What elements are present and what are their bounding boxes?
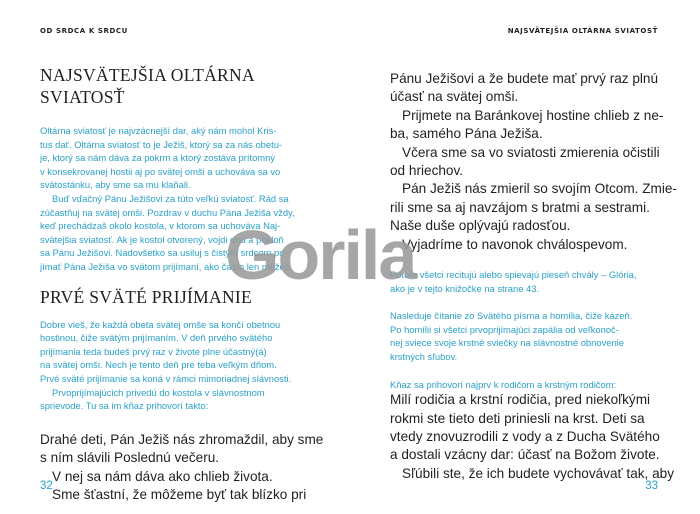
text-line: Dobre vieš, že každá obeta svätej omše sa končí obetnou (40, 318, 281, 330)
text-line: Kňaz sa prihovorí najprv k rodičom a krstným rodičom: (390, 378, 617, 390)
text-line: Vyjadríme to navonok chválospevom. (402, 236, 628, 252)
text-line: rokmi ste tieto deti priniesli na krst. Deti sa (390, 410, 645, 426)
prayer-text-right-2 (390, 391, 675, 483)
text-line: keď prechádzaš okolo kostola, v ktorom sa uchováva Naj- (40, 220, 281, 232)
text-line: sprievode. Tu sa im kňaz prihovorí takto: (40, 400, 209, 412)
text-line: na svätej omši. Nech je tento deň pre teba veľkým dňom. (40, 359, 277, 371)
text-line: Sme šťastní, že môžeme byť tak blízko pri (52, 486, 307, 502)
running-head-right: NAJSVÄTEJŠIA OLTÁRNA SVIATOSŤ (507, 27, 658, 35)
text-line: Pánu Ježišovi a že budete mať prvý raz plnú (390, 71, 659, 86)
text-line: Pán Ježiš nás zmieril so svojím Otcom. Zmie- (402, 181, 677, 197)
heading-najsvatejsia: NAJSVÄTEJŠIA OLTÁRNA SVIATOSŤ (40, 65, 254, 107)
text-line: Potom všetci recitujú alebo spievajú pieseň chvály – Glória, (390, 269, 637, 281)
text-line: hostinou, čiže svätým prijímaním. V deň prvého svätého (40, 332, 273, 344)
text-line: sa Pánu Ježišovi. Nadovšetko sa usiluj s čistým srdcom pri- (40, 247, 288, 259)
text-line: Oltárna sviatosť je najvzácnejší dar, aký nám mohol Kris- (40, 125, 277, 136)
text-line: Po homílii si všetci prvoprijímajúci zapália od veľkonoč- (390, 323, 619, 335)
text-line: a dostali vzácny dar: účasť na Božom živote. (390, 447, 660, 463)
text-line: Drahé deti, Pán Ježiš nás zhromaždil, aby sme (40, 431, 324, 447)
text-line: ba, samého Pána Ježiša. (390, 126, 543, 142)
running-head-left: OD SRDCA K SRDCU (40, 27, 128, 35)
text-line: Nasleduje čítanie zo Svätého písma a homília, čiže kázeň. (390, 310, 633, 322)
text-line: rili sme sa aj navzájom s bratmi a sestrami. (390, 199, 650, 215)
paragraph-prvoprijimajucich (40, 386, 310, 413)
rubric-knaz (390, 378, 658, 392)
text-line: Naše duše oplývajú radosťou. (390, 218, 571, 234)
text-line: Prvoprijímajúcich privedú do kostola v slávnostnom (52, 386, 265, 398)
prayer-text-left (40, 431, 324, 505)
paragraph-oltarna (40, 124, 310, 192)
text-line: jímať Pána Ježiša vo svätom prijímaní, ako často len môžeš. (40, 260, 293, 272)
text-line: svätejšia sviatosť. Ak je kostol otvorený, vojdi dnu a pokloň (40, 233, 284, 245)
page-number-right: 33 (645, 480, 658, 492)
text-line: Sľúbili ste, že ich budete vychovávať tak, aby (402, 465, 675, 481)
text-line: Buď vďačný Pánu Ježišovi za túto veľkú sviatosť. Rád sa (52, 192, 289, 204)
text-line: Milí rodičia a krstní rodičia, pred niekoľkými (390, 392, 651, 408)
text-line: s ním slávili Poslednú večeru. (40, 450, 220, 466)
heading-prve-prijimanie: PRVÉ SVÄTÉ PRIJÍMANIE (40, 286, 252, 307)
text-line: nej sviece svoje krstné sviečky na slávnostné obnovenie (390, 337, 624, 349)
page-number-left: 32 (40, 480, 53, 492)
text-line: od hriechov. (390, 163, 464, 179)
text-line: je, ktorý sa nám dáva za pokrm a ktorý zostáva prítomný (40, 152, 275, 164)
text-line: V nej sa nám dáva ako chlieb života. (52, 468, 273, 484)
paragraph-dobre-vies (40, 318, 310, 386)
rubric-citanie (390, 309, 658, 363)
text-line: zúčastňuj na svätej omši. Pozdrav v duchu Pána Ježiša vždy, (40, 206, 295, 218)
text-line: prijímania teda budeš prvý raz v živote plne účastný(á) (40, 345, 267, 357)
text-line: ako je v tejto knižočke na strane 43. (390, 282, 540, 294)
text-line: krstných sľubov. (390, 351, 458, 363)
text-line: vtedy znovuzrodili z vody a z Ducha Svätého (390, 429, 660, 445)
text-line: Včera sme sa vo sviatosti zmierenia očistili (402, 144, 660, 160)
text-line: tus dať. Oltárna sviatosť to je Ježiš, ktorý sa za nás obetu- (40, 138, 283, 150)
text-line: svätostánku, aby sme sa mu klaňali. (40, 179, 191, 191)
gorila-watermark (225, 219, 465, 293)
text-line: Prijmete na Baránkovej hostine chlieb z ne- (402, 107, 664, 123)
text-line: Prvé sväté prijímanie sa koná v rámci mimoriadnej slávnosti. (40, 372, 292, 384)
watermark-text: Gorila (225, 219, 416, 293)
text-line: v konsekrovanej hostii aj po svätej omši a uchováva sa vo (40, 165, 281, 177)
text-line: účasť na svätej omši. (390, 89, 519, 105)
